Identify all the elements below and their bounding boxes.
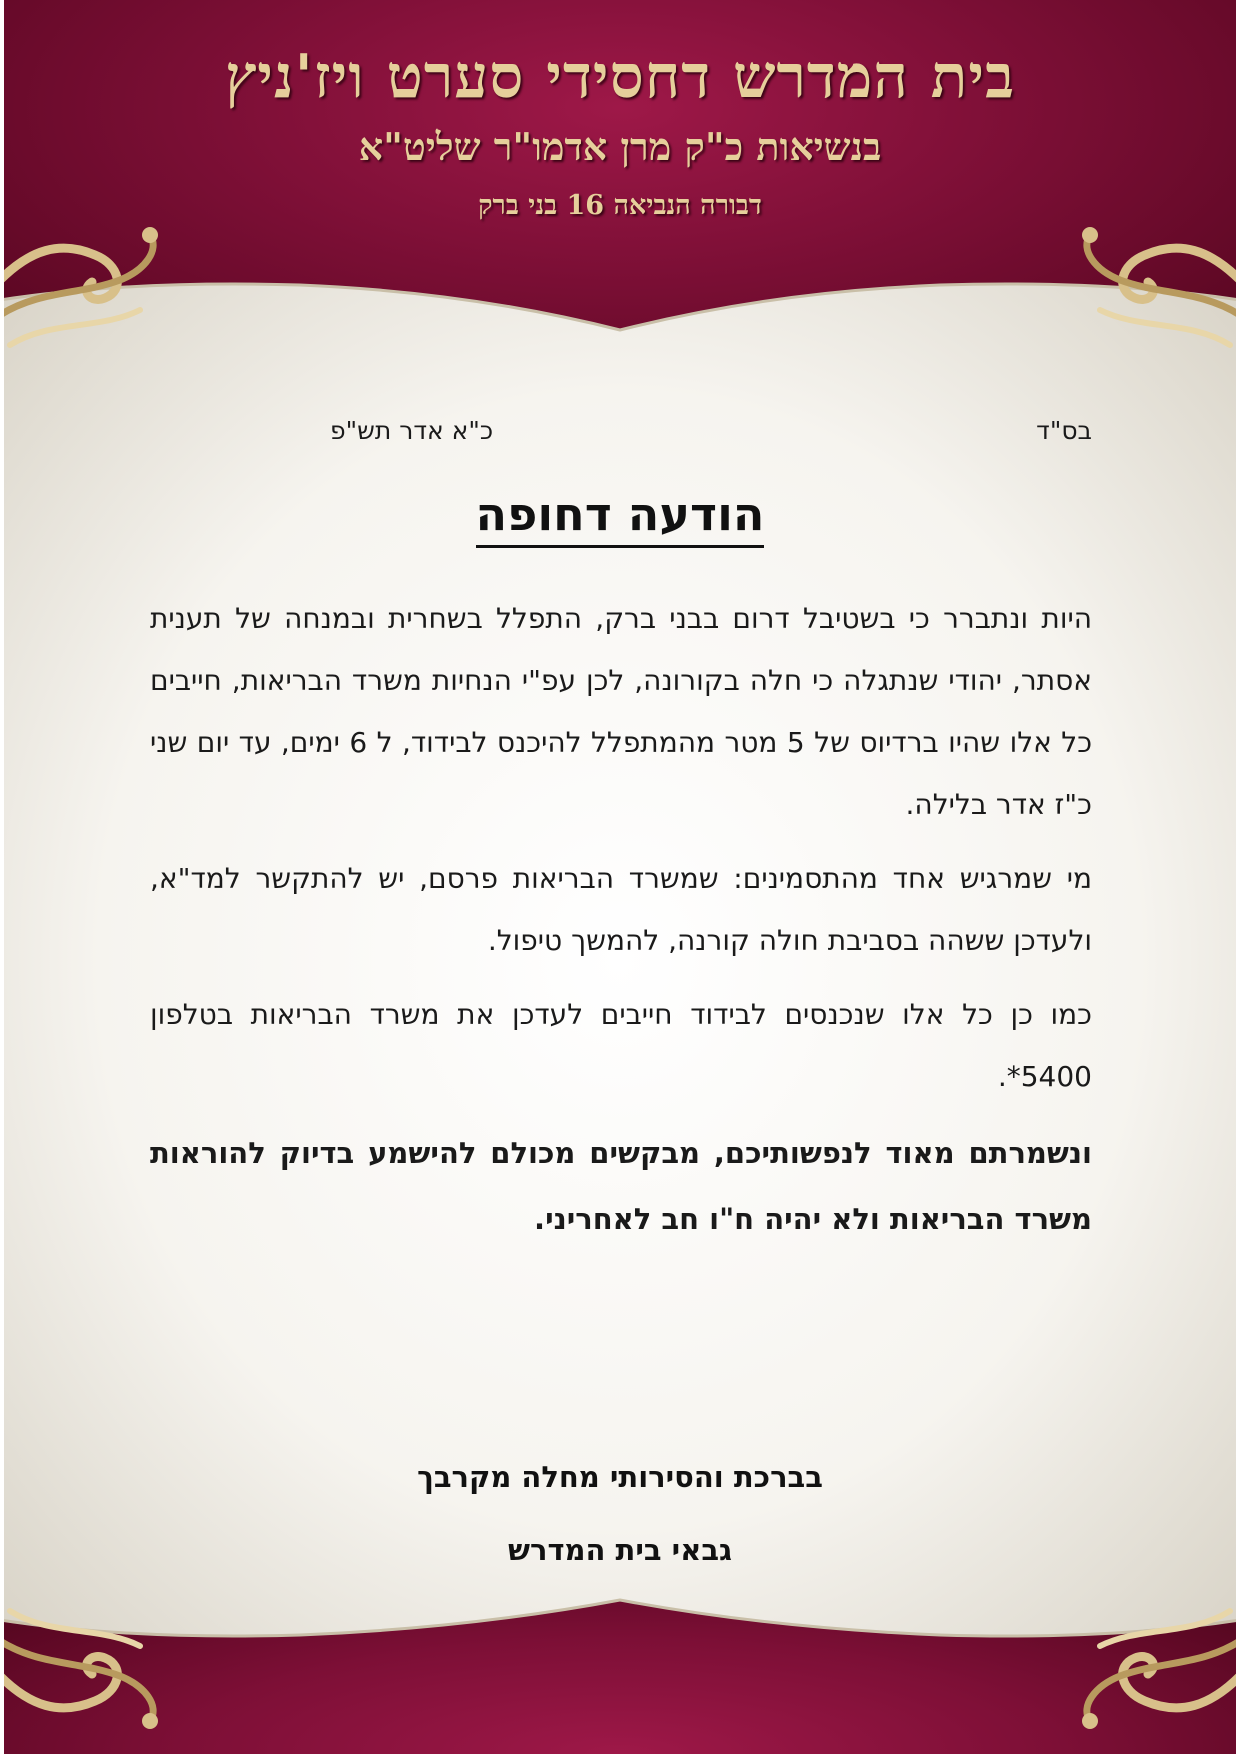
header-address: דבורה הנביאה 16 בני ברק <box>478 190 762 221</box>
paragraph-2: מי שמרגיש אחד מהתסמינים: שמשרד הבריאות פרסם, יש להתקשר למד"א, ולעדכן ששהה בסביבת חולה קורנה, להמשך טיפול. <box>150 862 1092 957</box>
gold-ornament-icon <box>0 210 180 360</box>
bsd-label: בס"ד <box>1036 416 1092 445</box>
page-edge-left <box>0 0 4 1754</box>
signer-line: גבאי בית המדרש <box>508 1533 732 1567</box>
paragraph-3: כמו כן כל אלו שנכנסים לבידוד חייבים לעדכן את משרד הבריאות בטלפון 5400*. <box>150 998 1092 1093</box>
meta-row <box>150 416 1092 456</box>
page-edge-right <box>1236 0 1240 1754</box>
blessing-line: בברכת והסירותי מחלה מקרבך <box>417 1460 823 1494</box>
hebrew-date: כ"א אדר תש"פ <box>330 416 494 445</box>
paragraph-1: היות ונתברר כי בשטיבל דרום בבני ברק, התפלל בשחרית ובמנחה של תענית אסתר, יהודי שנתגלה כי חלה בקורונה, לכן עפ"י הנחיות משרד הבריאות, חייבים כל אלו שהיו ברדיוס של 5 מטר מהמתפלל להיכנס לבידוד, ל 6 ימים, עד יום שני כ"ז אדר בלילה. <box>150 602 1092 821</box>
notice-title-text: הודעה דחופה <box>476 487 765 548</box>
notice-title <box>0 487 1240 541</box>
gold-ornament-icon <box>1060 210 1240 360</box>
closing-paragraph: ונשמרתם מאוד לנפשותיכם, מבקשים מכולם להישמע בדיוק להוראות משרד הבריאות ולא יהיה ח"ו חב לאחריני. <box>150 1136 1092 1236</box>
notice-body <box>150 588 1092 1264</box>
header-subtitle: בנשיאות כ"ק מרן אדמו"ר שליט"א <box>358 124 882 169</box>
gold-ornament-icon <box>0 1596 180 1746</box>
header-title: בית המדרש דחסידי סערט ויז'ניץ <box>225 42 1015 112</box>
gold-ornament-icon <box>1060 1596 1240 1746</box>
